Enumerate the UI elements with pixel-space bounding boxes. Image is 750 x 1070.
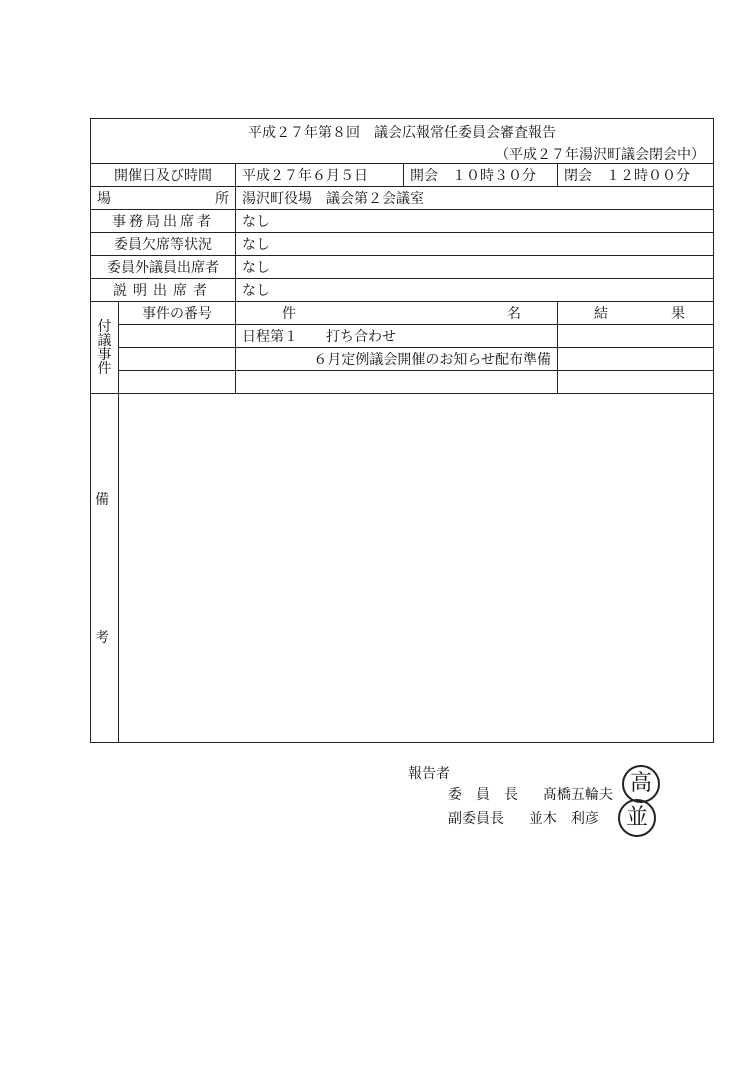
agenda-name xyxy=(236,371,558,394)
vice-chair-seal: 並 xyxy=(618,799,656,837)
agenda-section-label xyxy=(91,302,119,394)
absent-value: なし xyxy=(236,233,714,256)
col-name-header xyxy=(236,302,558,325)
remarks-label-1: 備 xyxy=(95,492,109,508)
place-label xyxy=(91,187,236,210)
vice-chair-signature xyxy=(448,808,599,828)
meeting-date: 平成２７年６月５日 xyxy=(236,164,404,187)
table-row xyxy=(91,348,714,371)
remarks-content xyxy=(119,394,714,743)
page-title: 平成２７年第８回 議会広報常任委員会審査報告 xyxy=(248,125,557,141)
agenda-label-char: 議 xyxy=(97,332,112,349)
agenda-name: 日程第１ 打ち合わせ xyxy=(236,325,558,348)
report-document xyxy=(90,118,713,743)
col-number-header: 事件の番号 xyxy=(119,302,236,325)
close-time: 閉会 １２時００分 xyxy=(558,164,714,187)
open-time: 開会 １０時３０分 xyxy=(404,164,558,187)
absent-label: 委員欠席等状況 xyxy=(91,233,236,256)
agenda-number xyxy=(119,348,236,371)
vice-name: 並木 利彦 xyxy=(528,811,599,827)
place-label-2: 所 xyxy=(215,191,229,207)
page-subtitle: （平成２７年湯沢町議会閉会中） xyxy=(495,147,706,163)
title-cell xyxy=(91,119,714,164)
remarks-label-2: 考 xyxy=(95,630,109,646)
chair-name: 髙橋五輪夫 xyxy=(542,787,613,803)
chair-title: 委 員 長 xyxy=(448,787,518,803)
datetime-label: 開催日及び時間 xyxy=(91,164,236,187)
col-name-2: 名 xyxy=(507,306,521,322)
other-members-value: なし xyxy=(236,256,714,279)
explainer-label: 説明出席者 xyxy=(91,279,236,302)
agenda-label-char: 件 xyxy=(97,360,112,377)
other-members-label: 委員外議員出席者 xyxy=(91,256,236,279)
explainer-value: なし xyxy=(236,279,714,302)
table-row xyxy=(91,325,714,348)
place-value: 湯沢町役場 議会第２会議室 xyxy=(236,187,714,210)
agenda-number xyxy=(119,325,236,348)
agenda-label-char: 付 xyxy=(97,318,112,335)
agenda-label-char: 事 xyxy=(97,346,112,363)
col-result-1: 結 xyxy=(594,306,608,322)
col-name-1: 件 xyxy=(282,306,296,322)
report-table xyxy=(90,118,714,743)
agenda-name: ６月定例議会開催のお知らせ配布準備 xyxy=(236,348,558,371)
table-row xyxy=(91,371,714,394)
remarks-label-cell xyxy=(91,394,119,743)
agenda-number xyxy=(119,371,236,394)
secretariat-label: 事務局出席者 xyxy=(91,210,236,233)
chair-seal: 高 xyxy=(622,765,660,803)
agenda-result xyxy=(558,325,714,348)
place-label-1: 場 xyxy=(97,191,111,207)
col-result-header xyxy=(558,302,714,325)
chair-signature xyxy=(448,784,613,804)
secretariat-value: なし xyxy=(236,210,714,233)
agenda-result xyxy=(558,371,714,394)
agenda-result xyxy=(558,348,714,371)
vice-title: 副委員長 xyxy=(448,811,504,827)
col-result-2: 果 xyxy=(671,306,686,322)
reporter-label: 報告者 xyxy=(408,766,450,782)
